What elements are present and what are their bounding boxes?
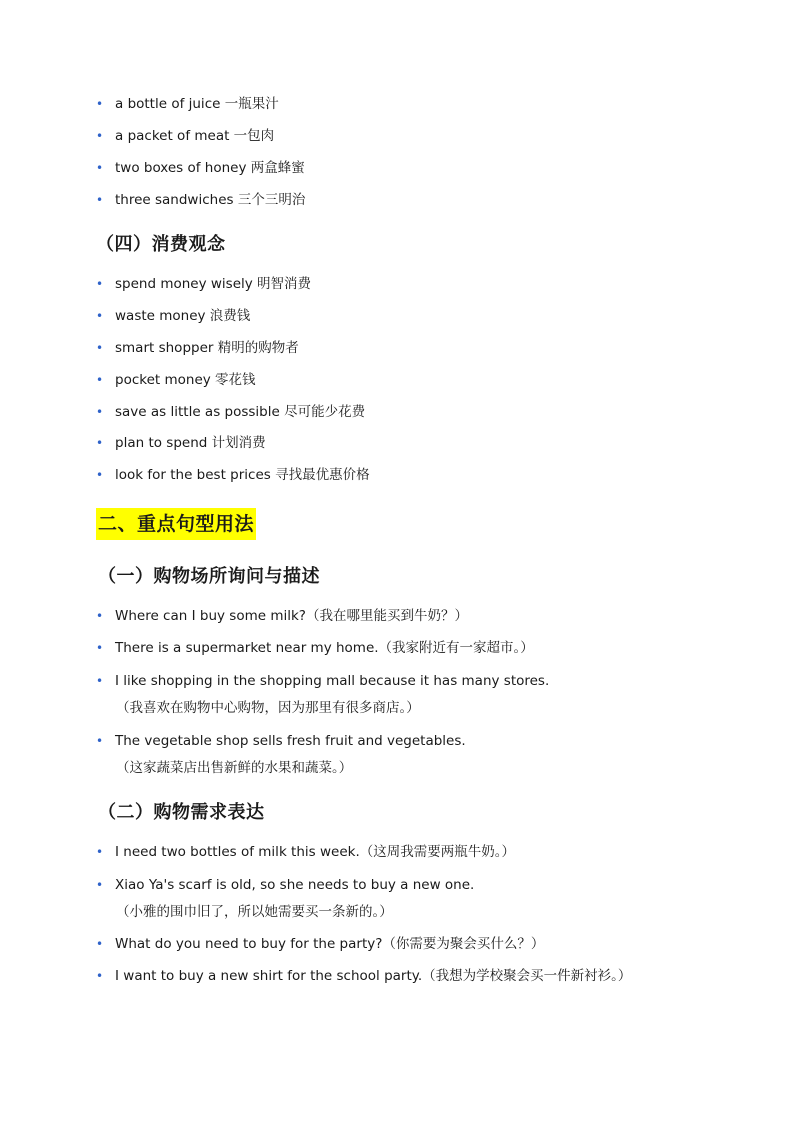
sentence-zh: （小雅的围巾旧了，所以她需要买一条新的。） [116, 904, 393, 920]
bullet-icon: • [96, 937, 104, 951]
list-item-text: pocket money 零花钱 [115, 372, 256, 388]
list-item-text: a packet of meat 一包肉 [115, 128, 275, 144]
sentence-en: I want to buy a new shirt for the school party.（我想为学校聚会买一件新衬衫。） [115, 968, 632, 984]
bullet-icon: • [96, 845, 104, 859]
list-item-text: save as little as possible 尽可能少花费 [115, 404, 366, 420]
list-item-text: three sandwiches 三个三明治 [115, 192, 306, 208]
sentence-en: Xiao Ya's scarf is old, so she needs to buy a new one. [115, 877, 475, 893]
needs-heading: （二）购物需求表达 [98, 802, 265, 823]
sentence-en: There is a supermarket near my home.（我家附近有一家超市。） [115, 640, 534, 656]
sentence-zh: （这家蔬菜店出售新鲜的水果和蔬菜。） [116, 760, 353, 776]
places-heading: （一）购物场所询问与描述 [98, 566, 320, 587]
bullet-icon: • [96, 277, 104, 291]
list-item-text: smart shopper 精明的购物者 [115, 340, 299, 356]
section-heading: 二、重点句型用法 [96, 508, 256, 540]
sentence-en: Where can I buy some milk?（我在哪里能买到牛奶？） [115, 608, 468, 624]
sentence-zh: （我喜欢在购物中心购物，因为那里有很多商店。） [116, 700, 420, 716]
sentence-en: The vegetable shop sells fresh fruit and vegetables. [115, 733, 466, 749]
bullet-icon: • [96, 436, 104, 450]
bullet-icon: • [96, 161, 104, 175]
bullet-icon: • [96, 878, 104, 892]
bullet-icon: • [96, 309, 104, 323]
bullet-icon: • [96, 341, 104, 355]
bullet-icon: • [96, 97, 104, 111]
bullet-icon: • [96, 468, 104, 482]
sentence-en: I like shopping in the shopping mall because it has many stores. [115, 673, 550, 689]
sentence-en: What do you need to buy for the party?（你需要为聚会买什么？） [115, 936, 545, 952]
list-item-text: two boxes of honey 两盒蜂蜜 [115, 160, 305, 176]
list-item-text: plan to spend 计划消费 [115, 435, 266, 451]
bullet-icon: • [96, 609, 104, 623]
list-item-text: waste money 浪费钱 [115, 308, 251, 324]
list-item-text: a bottle of juice 一瓶果汁 [115, 96, 279, 112]
list-item-text: spend money wisely 明智消费 [115, 276, 312, 292]
bullet-icon: • [96, 373, 104, 387]
bullet-icon: • [96, 405, 104, 419]
bullet-icon: • [96, 641, 104, 655]
bullet-icon: • [96, 734, 104, 748]
consumption-heading: （四）消费观念 [96, 234, 226, 255]
list-item-text: look for the best prices 寻找最优惠价格 [115, 467, 370, 483]
bullet-icon: • [96, 129, 104, 143]
bullet-icon: • [96, 674, 104, 688]
bullet-icon: • [96, 969, 104, 983]
sentence-en: I need two bottles of milk this week.（这周我需要两瓶牛奶。） [115, 844, 515, 860]
bullet-icon: • [96, 193, 104, 207]
